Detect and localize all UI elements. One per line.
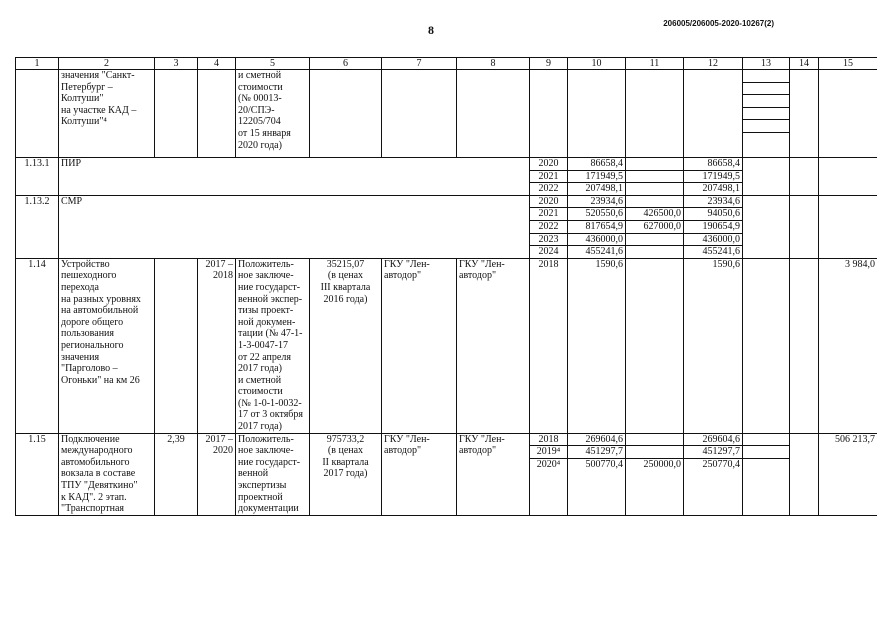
cell bbox=[819, 70, 877, 158]
col-header: 6 bbox=[310, 58, 382, 70]
year-value: 2020 bbox=[530, 196, 567, 209]
amount-value: 23934,6 bbox=[684, 196, 742, 209]
table-row-1-13-2 bbox=[16, 195, 877, 258]
cell-col11 bbox=[626, 158, 684, 196]
text-line: 20/СПЭ- bbox=[238, 104, 275, 116]
cell-name bbox=[59, 70, 155, 158]
amount-value: 94050,6 bbox=[684, 208, 742, 221]
row-title: СМР bbox=[59, 195, 530, 258]
page-number: 8 bbox=[428, 23, 434, 37]
cell-period: 2017 – 2020 bbox=[198, 433, 236, 515]
row-number: 1.13.1 bbox=[16, 158, 59, 196]
col-header: 8 bbox=[457, 58, 530, 70]
cell-contractor: ГКУ "Лен- автодор" bbox=[457, 433, 530, 515]
cell bbox=[790, 433, 819, 515]
text-line: Петербург – bbox=[61, 81, 113, 93]
text-line: Колтуши" bbox=[61, 93, 104, 105]
cell bbox=[743, 158, 790, 196]
amount-value: 207498,1 bbox=[585, 183, 623, 195]
cell-documents: Положитель- ное заключе- ние государст- венной экспер- тизы проект- ной докумен- тации (№ 47-1- 1-3-0047-17 от 22 апреля 2017 года) и сметной стоимости (№ 1-0-1-0032- 17 от 3 октября 2017 года) bbox=[236, 258, 310, 433]
cell bbox=[155, 70, 198, 158]
cell-col13 bbox=[743, 433, 790, 515]
text-line: стоимости bbox=[238, 81, 283, 93]
cell-cost: 975733,2 (в ценах II квартала 2017 года) bbox=[310, 433, 382, 515]
amount-value: 817654,9 bbox=[568, 221, 625, 234]
col-header: 10 bbox=[568, 58, 626, 70]
cell-col11: 250000,0 bbox=[626, 433, 684, 515]
col-header: 4 bbox=[198, 58, 236, 70]
table-row-1-13-1 bbox=[16, 158, 877, 196]
cell-customer: ГКУ "Лен- автодор" bbox=[382, 258, 457, 433]
text-line: (№ 00013- bbox=[238, 93, 282, 105]
col-header: 15 bbox=[819, 58, 877, 70]
cell bbox=[530, 70, 568, 158]
amount-value: 207498,1 bbox=[702, 183, 740, 195]
cell bbox=[310, 70, 382, 158]
cell-name: Подключение международного автомобильного вокзала в составе ТПУ "Девяткино" к КАД". 2 этап. "Транспортная bbox=[59, 433, 155, 515]
cell-col10: 1590,6 bbox=[568, 258, 626, 433]
cell-col10 bbox=[568, 195, 626, 258]
cell-years: 2018 bbox=[530, 258, 568, 433]
col-header: 13 bbox=[743, 58, 790, 70]
col-header: 7 bbox=[382, 58, 457, 70]
cell-col10 bbox=[568, 158, 626, 196]
cell bbox=[819, 158, 877, 196]
cell-col12 bbox=[684, 158, 743, 196]
cell bbox=[382, 70, 457, 158]
text-line: 12205/704 bbox=[238, 116, 281, 128]
cell bbox=[626, 70, 684, 158]
col-header: 14 bbox=[790, 58, 819, 70]
year-value: 2022 bbox=[530, 221, 567, 234]
amount-value: 436000,0 bbox=[568, 234, 625, 247]
cell-years bbox=[530, 158, 568, 196]
cell-col15: 3 984,0 bbox=[819, 258, 877, 433]
text-line: на участке КАД – bbox=[61, 104, 137, 116]
cell-customer: ГКУ "Лен- автодор" bbox=[382, 433, 457, 515]
amount-value: 23934,6 bbox=[568, 196, 625, 209]
cell bbox=[790, 258, 819, 433]
col-header: 1 bbox=[16, 58, 59, 70]
amount-value: 86658,4 bbox=[684, 158, 742, 171]
cell-period: 2017 – 2018 bbox=[198, 258, 236, 433]
cell-col13 bbox=[743, 70, 790, 158]
cell bbox=[457, 70, 530, 158]
cell-years: 2018 2019⁴ 2020⁴ bbox=[530, 433, 568, 515]
amount-value: 171949,5 bbox=[568, 171, 625, 184]
document-id: 206005/206005-2020-10267(2) bbox=[663, 19, 774, 28]
cell-col15: 506 213,7 bbox=[819, 433, 877, 515]
table-row-1-15 bbox=[16, 433, 877, 515]
cell-col11 bbox=[626, 258, 684, 433]
amount-value: 86658,4 bbox=[568, 158, 625, 171]
cell bbox=[684, 70, 743, 158]
row-title: ПИР bbox=[59, 158, 530, 196]
cell bbox=[743, 258, 790, 433]
year-value: 2021 bbox=[530, 208, 567, 221]
cell-col11 bbox=[626, 195, 684, 258]
year-value: 2020 bbox=[530, 158, 567, 171]
cell-col3 bbox=[155, 258, 198, 433]
year-value: 2021 bbox=[530, 171, 567, 184]
cell-cost: 35215,07 (в ценах III квартала 2016 года) bbox=[310, 258, 382, 433]
cell-col10: 269604,6 451297,7 500770,4 bbox=[568, 433, 626, 515]
cell-col12 bbox=[684, 195, 743, 258]
cell-col12: 1590,6 bbox=[684, 258, 743, 433]
cell-name: Устройство пешеходного перехода на разных уровнях на автомобильной дороге общего пользования регионального значения "Парголово – Огоньки" на км 26 bbox=[59, 258, 155, 433]
amount-value: 436000,0 bbox=[684, 234, 742, 247]
col-header: 9 bbox=[530, 58, 568, 70]
cell-documents: Положитель- ное заключе- ние государст- венной экспертизы проектной документации bbox=[236, 433, 310, 515]
text-line: от 15 января bbox=[238, 127, 291, 139]
cell bbox=[790, 195, 819, 258]
cell-col3: 2,39 bbox=[155, 433, 198, 515]
year-value: 2024 bbox=[538, 246, 559, 258]
amount-value: 190654,9 bbox=[684, 221, 742, 234]
table-row-1-14 bbox=[16, 258, 877, 433]
year-value: 2022 bbox=[538, 183, 559, 195]
cell bbox=[16, 70, 59, 158]
cell bbox=[790, 70, 819, 158]
year-value: 2023 bbox=[530, 234, 567, 247]
budget-table bbox=[15, 57, 877, 516]
col-header: 5 bbox=[236, 58, 310, 70]
table-row-continuation bbox=[16, 70, 877, 158]
cell-years bbox=[530, 195, 568, 258]
row-number: 1.13.2 bbox=[16, 195, 59, 258]
row-number: 1.14 bbox=[16, 258, 59, 433]
amount-value: 426500,0 bbox=[626, 208, 683, 221]
cell bbox=[819, 195, 877, 258]
amount-value: 171949,5 bbox=[684, 171, 742, 184]
cell-contractor: ГКУ "Лен- автодор" bbox=[457, 258, 530, 433]
text-line: значения "Санкт- bbox=[61, 70, 135, 81]
cell bbox=[743, 195, 790, 258]
text-line: и сметной bbox=[238, 70, 282, 81]
cell-col12: 269604,6 451297,7 250770,4 bbox=[684, 433, 743, 515]
cell bbox=[790, 158, 819, 196]
column-number-row bbox=[16, 58, 877, 70]
text-line: 2020 года) bbox=[238, 139, 282, 151]
text-line: Колтуши"⁴ bbox=[61, 116, 107, 128]
cell bbox=[198, 70, 236, 158]
amount-value: 520550,6 bbox=[568, 208, 625, 221]
row-number: 1.15 bbox=[16, 433, 59, 515]
amount-value: 455241,6 bbox=[702, 246, 740, 258]
amount-value: 627000,0 bbox=[626, 221, 683, 234]
amount-value: 455241,6 bbox=[585, 246, 623, 258]
cell-documents bbox=[236, 70, 310, 158]
col-header: 12 bbox=[684, 58, 743, 70]
cell bbox=[568, 70, 626, 158]
col-header: 11 bbox=[626, 58, 684, 70]
col-header: 2 bbox=[59, 58, 155, 70]
col-header: 3 bbox=[155, 58, 198, 70]
